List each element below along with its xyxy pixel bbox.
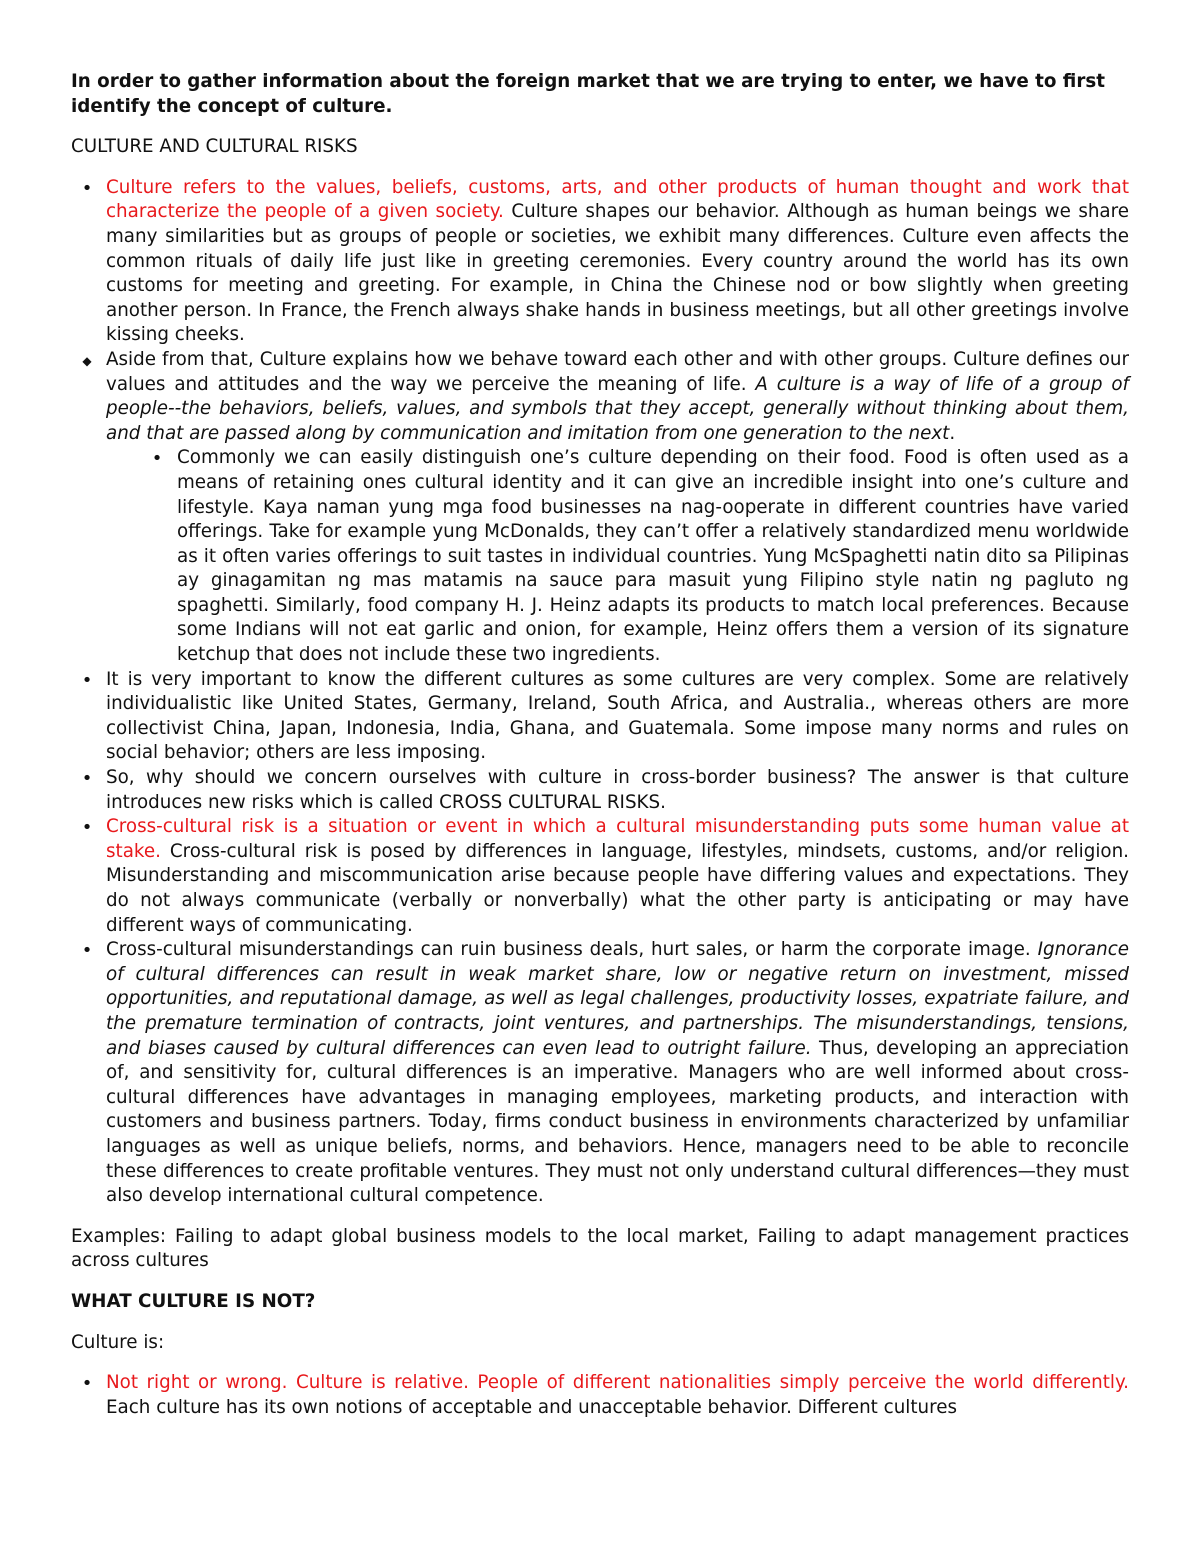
misunderstandings-text: Cross-cultural misunderstandings can ruin business deals, hurt sales, or harm the corporate image. [106,939,1038,961]
aside-text: Aside from that, Culture explains how we behave toward each other and with other groups. Culture defines our values and attitudes and the way we perceive the meaning of life. [106,348,1129,395]
aside-italic-quote: A culture is a way of life of a group of people--the behaviors, beliefs, values, and symbols that they accept, generally without thinking about them, and that are passed along by communication and imitation from one generation to the next [106,373,1129,444]
examples-paragraph: Examples: Failing to adapt global business models to the local market, Failing to adapt management practices across cultures [71,1225,1129,1272]
risk-definition-text: Cross-cultural risk is posed by differences in language, lifestyles, mindsets, customs, and/or religion. Misunderstanding and miscommunication arise because people have differing values and expectations. They do not always communicate (verbally or nonverbally) what the other party is anticipating or may have different ways of communicating. [106,840,1129,936]
list-item-culture-definition [71,176,1129,348]
document-content [71,70,1129,1436]
list-item-important [71,668,1129,766]
food-text: Commonly we can easily distinguish one’s culture depending on their food. Food is often used as a means of retaining ones cultural identity and it can give an incredible insight into one’s culture and lifestyle. Kaya naman yung mga food businesses na nag-ooperate in different countries have varied offerings. Take for example yung McDonalds, they can’t offer a relatively standardized menu worldwide as it often varies offerings to suit tastes in individual countries. Yung McSpaghetti natin dito sa Pilipinas ay ginagamitan ng mas matamis na sauce para masuit yung Filipino style natin ng pagluto ng spaghetti. Similarly, food company H. J. Heinz adapts its products to match local preferences. Because some Indians will not eat garlic and onion, for example, Heinz offers them a version of its signature ketchup that does not include these two ingredients. [177,447,1129,666]
risk-definition-highlight: Cross-cultural risk is a situation or event in which a cultural misunderstanding puts some human value at stake. [106,816,1129,862]
list-item-aside [71,348,1129,668]
list-item-not-right-or-wrong [71,1371,1129,1420]
misunderstandings-rest: Thus, developing an appreciation of, and sensitivity for, cultural differences is an imperative. Managers who are well informed about cross-cultural differences have advantages in managing employees, marketing products, and interaction with customers and business partners. Today, firms conduct business in environments characterized by unfamiliar languages as well as unique beliefs, norms, and behaviors. Hence, managers need to be able to reconcile these differences to create profitable ventures. They must not only understand cultural differences—they must also develop international cultural competence. [106,1037,1130,1207]
list-item-risk-definition [71,815,1129,938]
intro-paragraph: In order to gather information about the foreign market that we are trying to enter, we have to first identify the concept of culture. [71,71,1105,117]
aside-end: . [949,422,956,444]
sub-bullet-list [106,446,1129,667]
bullet-dot-icon: • [151,448,163,470]
section-heading-culture-risks: CULTURE AND CULTURAL RISKS [71,136,358,158]
bullet-dot-icon: • [81,177,93,199]
culture-definition-text: Culture shapes our behavior. Although as human beings we share many similarities but as groups of people or societies, we exhibit many differences. Culture even affects the common rituals of daily life just like in greeting ceremonies. Every country around the world has its own customs for meeting and greeting. For example, in China the Chinese nod or bow slightly when greeting another person. In France, the French always shake hands in business meetings, but all other greetings involve kissing cheeks. [106,201,1129,346]
why-text: So, why should we concern ourselves with culture in cross-border business? The answer is that culture introduces new risks which is called CROSS CULTURAL RISKS. [106,767,1129,813]
culture-is-label: Culture is: [71,1331,165,1353]
culture-definition-highlight: Culture refers to the values, beliefs, customs, arts, and other products of human thought and work that characterize the people of a given society. [106,176,1129,223]
bullet-list-culture-is [71,1371,1129,1420]
bullet-dot-icon: • [81,1373,93,1395]
not-right-text: Each culture has its own notions of acceptable and unacceptable behavior. Different cultures [106,1396,958,1418]
bullet-dot-icon: • [81,768,93,790]
misunderstandings-italic: Ignorance of cultural differences can result in weak market share, low or negative return on investment, missed opportunities, and reputational damage, as well as legal challenges, productivity losses, expatriate failure, and the premature termination of contracts, joint ventures, and partnerships. The misunderstandings, tensions, and biases caused by cultural differences can even lead to outright failure. [106,939,1129,1059]
bullet-dot-icon: • [81,669,93,691]
section-heading-what-culture-is-not: WHAT CULTURE IS NOT? [71,1290,316,1312]
not-right-highlight: Not right or wrong. Culture is relative. People of different nationalities simply perceive the world differently. [106,1372,1129,1394]
bullet-list-culture [71,176,1129,1209]
bullet-diamond-icon: ◆ [82,353,92,368]
bullet-dot-icon: • [81,817,93,839]
list-item-misunderstandings [71,938,1129,1209]
bullet-dot-icon: • [81,940,93,962]
list-item-food [106,446,1129,667]
important-text: It is very important to know the different cultures as some cultures are very complex. Some are relatively individualistic like United States, Germany, Ireland, South Africa, and Australia., whereas others are more collectivist China, Japan, Indonesia, India, Ghana, and Guatemala. Some impose many norms and rules on social behavior; others are less imposing. [106,668,1129,764]
list-item-why [71,766,1129,815]
